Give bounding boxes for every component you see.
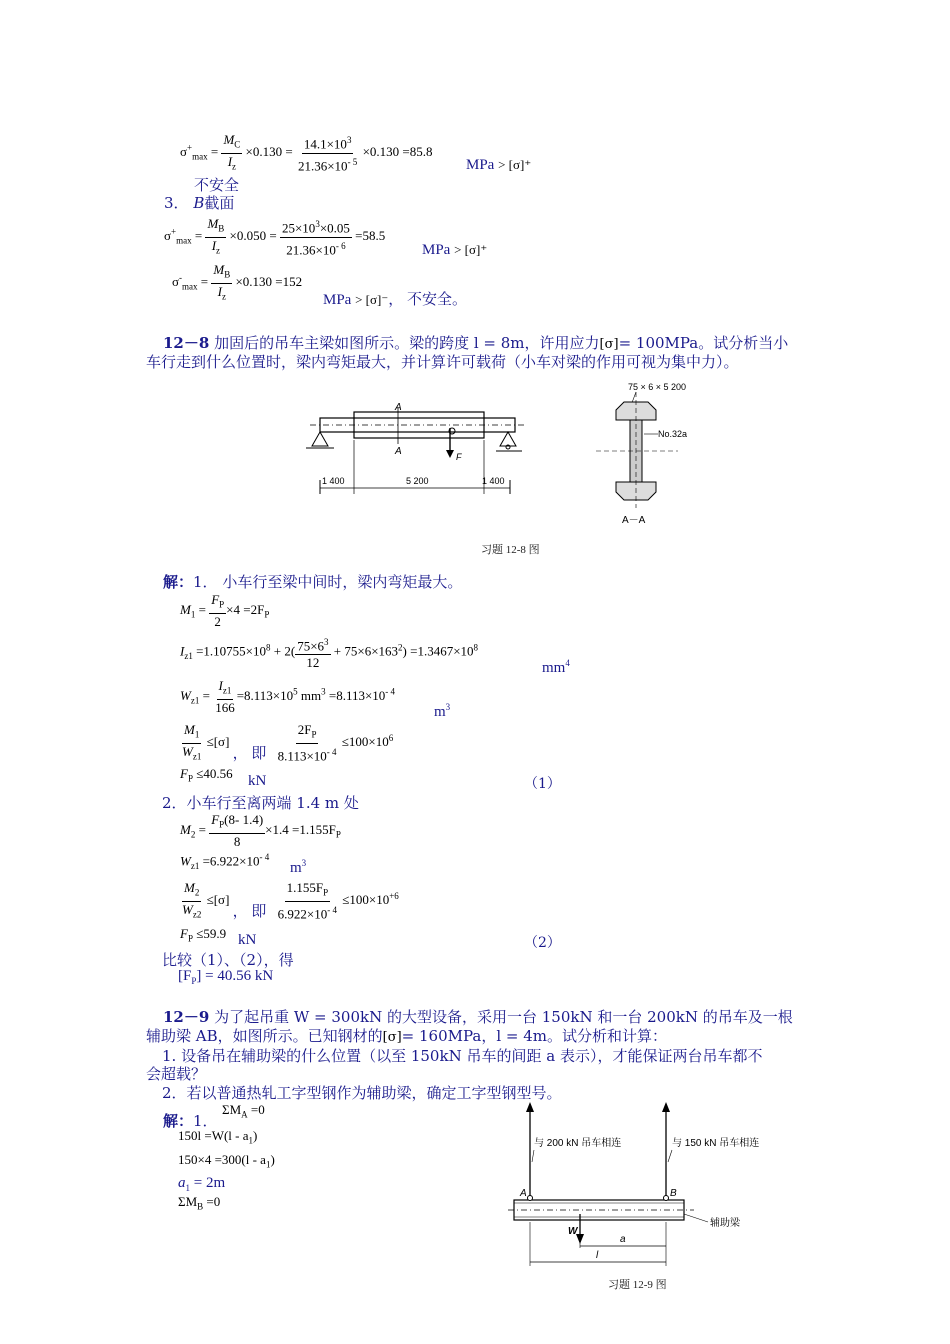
sol-12-9-head: 解：1．	[163, 1112, 218, 1130]
sol-12-8-step1: 解：1． 小车行至梁中间时，梁内弯矩最大。	[163, 573, 463, 591]
eq-a1: $a_1 = 2m$	[178, 1175, 226, 1193]
eq2-unit: MPa > [σ]⁺	[422, 242, 488, 258]
label-left-crane: 与 200 kN 吊车相连	[534, 1138, 622, 1149]
eq-sigma-max-b-plus: $\sigma^+_{max}$ = $\frac{M_B}{I_z}$ ×0.050 = $\frac{25\times 10^3\times 0.05}{21.36\times 10^{- 6}}$ =58.5	[164, 216, 386, 257]
eq3-unit: MPa > [σ]⁻， 不安全。	[323, 292, 467, 308]
section-name: A－A	[622, 515, 646, 526]
fp2-unit: kN	[238, 932, 257, 948]
wz1-unit: $m^3$	[434, 702, 451, 720]
eq-m1: $M_1$ = $\frac{F_P}{2}$ $\times 4 =2F_P$	[180, 592, 270, 629]
label-right-crane: 与 150 kN 吊车相连	[672, 1138, 760, 1149]
eq1-unit: MPa > [σ]⁺	[466, 157, 532, 173]
load-label: F	[456, 452, 462, 462]
eq-150l: $150l =W(l - a_1)$	[178, 1128, 258, 1146]
problem-12-9-q2: 2．若以普通热轧工字型钢作为辅助梁，确定工字型钢型号。	[162, 1084, 562, 1102]
eq-tag-2: （2）	[524, 935, 561, 951]
problem-12-9-line2: 辅助梁 AB，如图所示。已知钢材的[σ]= 160MPa，l = 4m。试分析和计算：	[146, 1027, 668, 1045]
eq-fp2: $F_P \le 59.9$	[180, 926, 227, 944]
problem-12-9-line1: 12－9 为了起吊重 W = 300kN 的大型设备，采用一台 150kN 和一台 200kN 的吊车及一根	[163, 1008, 793, 1026]
section-top-label: 75 × 6 × 5 200	[628, 382, 687, 392]
eq-wz1: $W_{z1}$ = $\frac{I_{z1}}{166}$ $=8.113\times 10^5$ $mm^3 =8.113\times 10^{- 4}$	[180, 678, 396, 715]
label-w: W	[568, 1226, 578, 1237]
compare-line: 比较（1）、（2），得	[162, 951, 294, 969]
figure-12-9	[508, 1102, 800, 1272]
caption-12-8: 习题 12-8 图	[481, 544, 540, 556]
label-l-dim: l	[596, 1250, 599, 1261]
eq-cond1: $\frac{M_1}{W_{z1}}$ ≤[σ] ， 即 $\frac{2F_P}{8.113\times 10^{- 4}}$ $\le 100\times 10^6$	[182, 722, 394, 764]
sol-12-8-step2: 2．小车行至离两端 1.4 m 处	[162, 794, 359, 812]
problem-12-9-q1b: 会超载？	[146, 1065, 207, 1083]
caption-12-9: 习题 12-9 图	[608, 1279, 667, 1291]
label-a-dim: a	[620, 1234, 626, 1245]
problem-12-8-line1: 12－8 加固后的吊车主梁如图所示。梁的跨度 l = 8m，许用应力[σ]= 100MPa。试分析当小	[163, 334, 789, 352]
eq-sum-ma: $\Sigma M_A =0$	[222, 1102, 265, 1120]
dim-left: 1 400	[322, 476, 345, 486]
label-beam: 辅助梁	[710, 1218, 740, 1229]
final-result: $[F_P] = 40.56$ kN	[178, 968, 274, 986]
problem-12-8-line2: 车行走到什么位置时，梁内弯矩最大，并计算许可载荷（小车对梁的作用可视为集中力）。	[146, 353, 739, 371]
label-a-top: A	[395, 402, 402, 413]
eq-m2: $M_2$ = $\frac{F_P(8- 1.4)}{8}$ $\times 1.4 =1.155F_P$	[180, 812, 341, 849]
eq-fp1: $F_P \le 40.56$	[180, 766, 233, 784]
wz1b-unit: $m^3$	[290, 858, 307, 876]
dim-mid: 5 200	[406, 476, 429, 486]
label-b: B	[670, 1188, 677, 1199]
problem-12-9-q1a: 1. 设备吊在辅助梁的什么位置（以至 150kN 吊车的间距 a 表示），才能保证两台吊车都不	[162, 1047, 763, 1065]
eq-150x4: $150\times 4 =300(l - a_1)$	[178, 1152, 275, 1170]
eq-sum-mb: $\Sigma M_B =0$	[178, 1194, 221, 1212]
eq-wz1b: $W_{z1} =6.922\times 10^{- 4}$	[180, 852, 270, 871]
fp1-unit: kN	[248, 773, 267, 789]
eq-tag-1: （1）	[524, 776, 561, 792]
figure-12-8-section	[594, 378, 704, 528]
unsafe-label-1: 不安全	[194, 176, 240, 194]
iz1-unit: $mm^4$	[542, 658, 570, 676]
step3-heading: 3． B截面	[164, 194, 235, 212]
eq-iz1: $I_{z1} =1.10755\times 10^8 + 2$( $\frac{75\times 6^3}{12}$ + $75\times 6\times 163^2) =1.3467\times 10^8$	[180, 634, 478, 671]
section-profile-label: No.32a	[658, 429, 688, 439]
eq-sigma-max-b-minus: $\sigma^-_{max}$ = $\frac{M_B}{I_z}$ ×0.130 =152	[172, 262, 303, 302]
label-a: A	[520, 1188, 527, 1199]
label-a-bottom: A	[395, 446, 402, 457]
dim-right: 1 400	[482, 476, 505, 486]
eq-cond2: $\frac{M_2}{W_{z2}}$ ≤[σ] ， 即 $\frac{1.155F_P}{6.922\times 10^{- 4}}$ $\le 100\times 10^{+6}$	[182, 880, 399, 922]
eq-sigma-max-c: $\sigma^+_{max}$ = $\frac{M_C}{I_z}$ ×0.130 = $\frac{14.1\times 10^3}{21.36\times 10^{- 5}}$ ×0.130 =85.8	[180, 132, 433, 173]
figure-12-8-beam	[300, 398, 530, 504]
